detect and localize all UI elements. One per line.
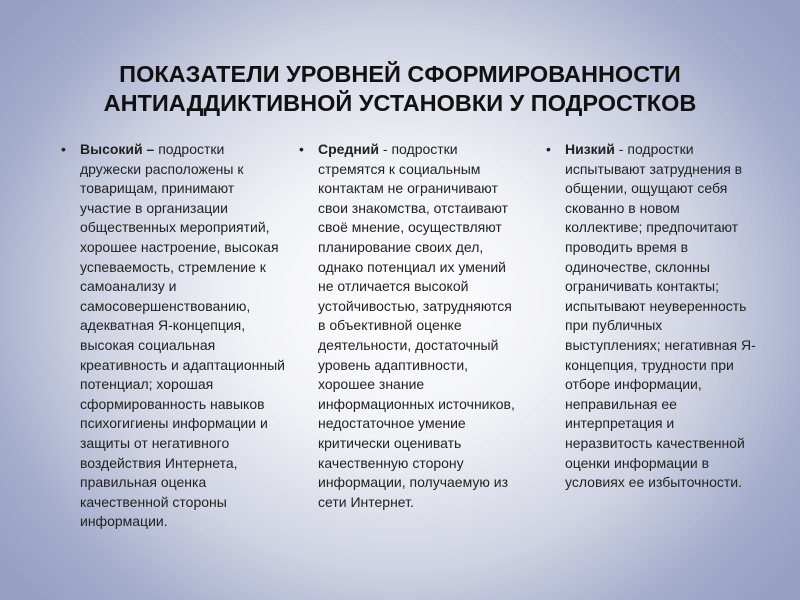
bullet-icon: • <box>299 141 304 157</box>
column-high-text <box>80 140 285 532</box>
slide-title <box>0 60 800 118</box>
bullet-icon: • <box>61 141 66 157</box>
level-separator-high: – <box>142 141 159 157</box>
column-low-text <box>565 140 760 493</box>
level-separator-medium: - <box>379 141 392 157</box>
level-term-medium: Средний <box>318 141 380 157</box>
level-term-high: Высокий <box>80 141 143 157</box>
column-high-level <box>61 140 286 532</box>
level-separator-low: - <box>614 141 628 157</box>
bullet-icon: • <box>546 141 551 157</box>
title-line-1: ПОКАЗАТЕЛИ УРОВНЕЙ СФОРМИРОВАННОСТИ <box>119 60 681 87</box>
column-medium-text <box>318 140 518 512</box>
level-description-low: подростки испытывают затруднения в общении, ощущают себя скованно в новом коллективе; предпочитают проводить время в одиночестве, склонны ограничивать контакты; испытывают неуверенность при публичных выступлениях; негативная Я-концепция, трудности при отборе информации, неправильная ее интерпретация и неразвитость качественной оценки информации в условиях ее избыточности. <box>565 141 756 491</box>
column-low-level <box>546 140 760 493</box>
level-description-medium: подростки стремятся к социальным контактам не ограничивают свои знакомства, отстаивают своё мнение, осуществляют планирование своих дел, однако потенциал их умений не отличается высокой устойчивостью, затрудняются в объективной оценке деятельности, достаточный уровень адаптивности, хорошее знание информационных источников, недостаточное умение критически оценивать качественную сторону информации, получаемую из сети Интернет. <box>318 141 515 510</box>
title-line-2: АНТИАДДИКТИВНОЙ УСТАНОВКИ У ПОДРОСТКОВ <box>103 89 697 116</box>
level-description-high: подростки дружески расположены к товарищам, принимают участие в организации общественных мероприятий, хорошее настроение, высокая успеваемость, стремление к самоанализу и самосовершенствованию, адекватная Я-концепция, высокая социальная креативность и адаптационный потенциал; хорошая сформированность навыков психогигиены информации и защиты от негативного воздействия Интернета, правильная оценка качественной стороны информации. <box>80 141 286 530</box>
level-term-low: Низкий <box>565 141 615 157</box>
column-medium-level <box>299 140 518 512</box>
